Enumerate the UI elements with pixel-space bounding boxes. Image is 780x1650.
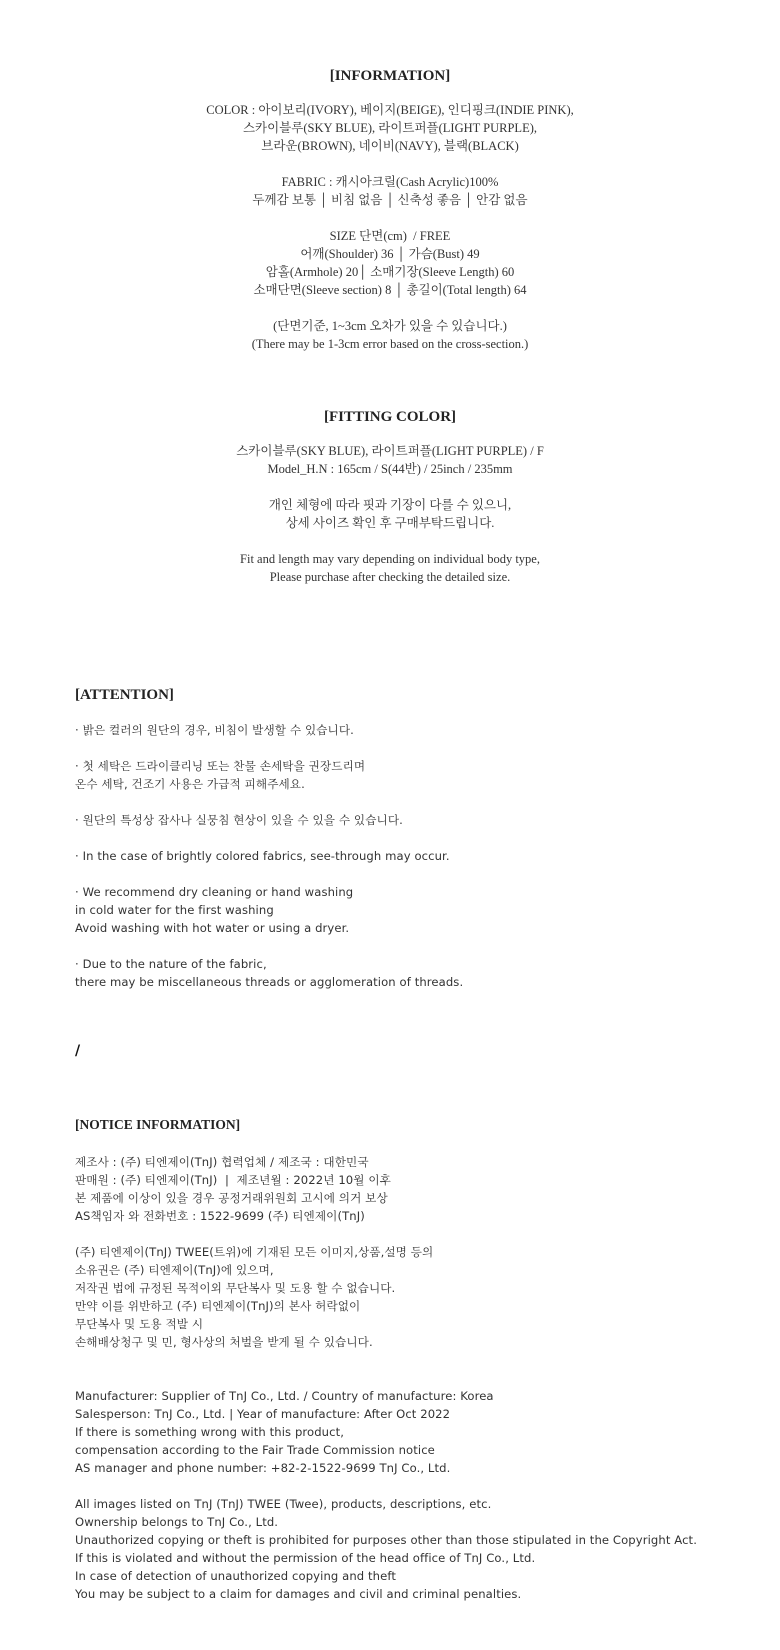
notice-heading: [NOTICE INFORMATION]: [75, 1117, 241, 1132]
model-line: 스카이블루(SKY BLUE), 라이트퍼플(LIGHT PURPLE) / F: [236, 444, 544, 458]
notice-line: 제조사 : (주) 티엔제이(TnJ) 협력업체 / 제조국 : 대한민국: [75, 1155, 369, 1169]
notice-line: AS manager and phone number: +82-2-1522-9699 TnJ Co., Ltd.: [75, 1461, 451, 1475]
information-section: [0, 66, 780, 353]
color-line: 스카이블루(SKY BLUE), 라이트퍼플(LIGHT PURPLE),: [242, 121, 537, 135]
attention-line: · 원단의 특성상 잡사나 실뭉침 현상이 있을 수 있을 수 있습니다.: [75, 813, 403, 827]
size-line: SIZE 단면(cm) / FREE: [329, 229, 451, 243]
notice-paragraph: [75, 1387, 765, 1477]
fit-note-line: 상세 사이즈 확인 후 구매부탁드립니다.: [285, 516, 495, 530]
slash-separator: /: [75, 1043, 81, 1059]
notice-paragraph: [75, 1153, 765, 1225]
fit-note-line: 개인 체형에 따라 핏과 기장이 다를 수 있으니,: [268, 498, 512, 512]
size-info: [0, 227, 780, 299]
notice-line: Ownership belongs to TnJ Co., Ltd.: [75, 1515, 279, 1529]
size-note: [0, 317, 780, 353]
attention-item: [75, 955, 765, 991]
notice-line: Salesperson: TnJ Co., Ltd. | Year of manufacture: After Oct 2022: [75, 1407, 451, 1421]
attention-line: Avoid washing with hot water or using a dryer.: [75, 921, 350, 935]
fit-note-korean: [0, 496, 780, 532]
notice-line: 만약 이를 위반하고 (주) 티엔제이(TnJ)의 본사 허락없이: [75, 1299, 361, 1313]
fit-note-line: Fit and length may vary depending on individual body type,: [240, 552, 540, 566]
attention-heading: [ATTENTION]: [75, 687, 174, 703]
attention-item: [75, 757, 765, 793]
attention-line: · 첫 세탁은 드라이클리닝 또는 찬물 손세탁을 권장드리며: [75, 759, 366, 773]
notice-paragraph: [75, 1243, 765, 1351]
attention-item: [75, 721, 765, 739]
notice-line: All images listed on TnJ (TnJ) TWEE (Twee), products, descriptions, etc.: [75, 1497, 492, 1511]
notice-paragraph: [75, 1495, 765, 1603]
notice-line: If this is violated and without the permission of the head office of TnJ Co., Ltd.: [75, 1551, 536, 1565]
fit-note-english: [0, 550, 780, 586]
model-line: Model_H.N : 165cm / S(44반) / 25inch / 235mm: [267, 462, 513, 476]
note-line: (There may be 1-3cm error based on the cross-section.): [251, 337, 529, 351]
fit-note-line: Please purchase after checking the detailed size.: [269, 570, 511, 584]
notice-line: 저작권 법에 규정된 목적이외 무단복사 및 도용 할 수 없습니다.: [75, 1281, 396, 1295]
notice-line: compensation according to the Fair Trade Commission notice: [75, 1443, 435, 1457]
attention-line: · Due to the nature of the fabric,: [75, 957, 267, 971]
attention-item: [75, 811, 765, 829]
attention-line: · In the case of brightly colored fabrics, see-through may occur.: [75, 849, 450, 863]
notice-line: Unauthorized copying or theft is prohibited for purposes other than those stipulated in the Copyright Act.: [75, 1533, 697, 1547]
attention-line: · 밝은 컬러의 원단의 경우, 비침이 발생할 수 있습니다.: [75, 723, 354, 737]
notice-line: 무단복사 및 도용 적발 시: [75, 1317, 204, 1331]
notice-line: (주) 티엔제이(TnJ) TWEE(트위)에 기재된 모든 이미지,상품,설명 등의: [75, 1245, 434, 1259]
notice-line: 판매원 : (주) 티엔제이(TnJ) | 제조년월 : 2022년 10월 이후: [75, 1173, 391, 1187]
size-line: 암홀(Armhole) 20│ 소매기장(Sleeve Length) 60: [265, 265, 515, 279]
notice-line: 본 제품에 이상이 있을 경우 공정거래위원회 고시에 의거 보상: [75, 1191, 388, 1205]
notice-line: If there is something wrong with this product,: [75, 1425, 345, 1439]
attention-line: there may be miscellaneous threads or agglomeration of threads.: [75, 975, 464, 989]
attention-line: 온수 세탁, 건조기 사용은 가급적 피해주세요.: [75, 777, 305, 791]
information-heading: [INFORMATION]: [329, 68, 451, 84]
color-info: [0, 101, 780, 155]
attention-item: [75, 883, 765, 937]
model-info: [0, 442, 780, 478]
attention-line: · We recommend dry cleaning or hand washing: [75, 885, 354, 899]
fitting-section: [0, 407, 780, 586]
size-line: 어깨(Shoulder) 36 │ 가슴(Bust) 49: [300, 247, 480, 261]
attention-item: [75, 847, 765, 865]
fabric-info: [0, 173, 780, 209]
notice-line: 손해배상청구 및 민, 형사상의 처벌을 받게 될 수 있습니다.: [75, 1335, 373, 1349]
notice-line: Manufacturer: Supplier of TnJ Co., Ltd. / Country of manufacture: Korea: [75, 1389, 494, 1403]
notice-line: You may be subject to a claim for damages and civil and criminal penalties.: [75, 1587, 522, 1601]
notice-line: In case of detection of unauthorized copying and theft: [75, 1569, 396, 1583]
fabric-line: 두께감 보통 │ 비침 없음 │ 신축성 좋음 │ 안감 없음: [252, 193, 528, 207]
notice-section: [75, 1153, 765, 1603]
color-line: 브라운(BROWN), 네이비(NAVY), 블랙(BLACK): [261, 139, 519, 153]
note-line: (단면기준, 1~3cm 오차가 있을 수 있습니다.): [273, 319, 507, 333]
color-line: COLOR : 아이보리(IVORY), 베이지(BEIGE), 인디핑크(INDIE PINK),: [206, 103, 574, 117]
size-line: 소매단면(Sleeve section) 8 │ 총길이(Total length) 64: [253, 283, 527, 297]
notice-line: AS책임자 와 전화번호 : 1522-9699 (주) 티엔제이(TnJ): [75, 1209, 365, 1223]
notice-line: 소유권은 (주) 티엔제이(TnJ)에 있으며,: [75, 1263, 274, 1277]
fitting-heading: [FITTING COLOR]: [323, 409, 457, 425]
fabric-line: FABRIC : 캐시아크릴(Cash Acrylic)100%: [281, 175, 499, 189]
attention-line: in cold water for the first washing: [75, 903, 274, 917]
attention-section: [75, 721, 765, 991]
